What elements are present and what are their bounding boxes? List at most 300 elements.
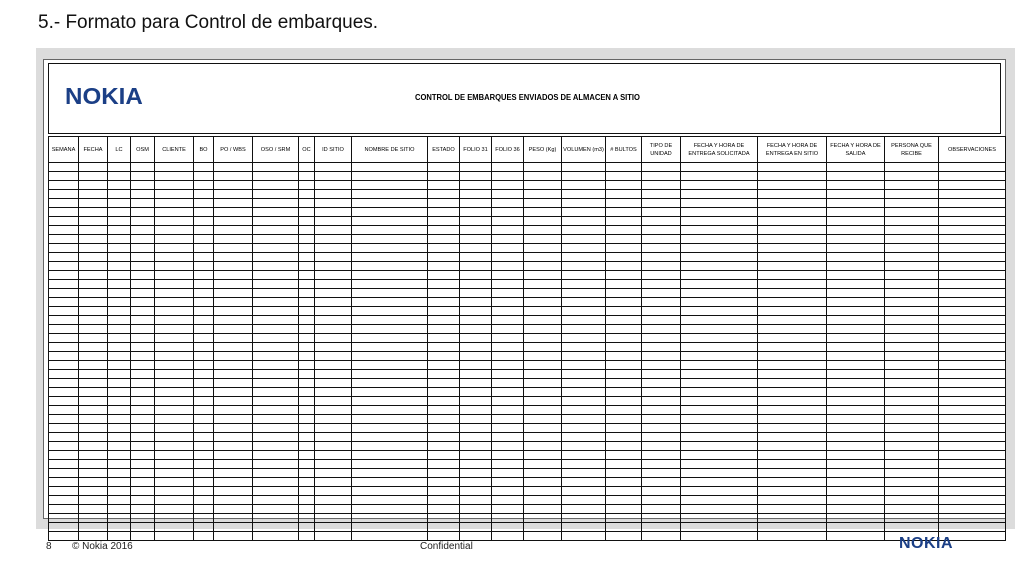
table-cell — [253, 478, 299, 487]
table-cell — [606, 388, 642, 397]
table-cell — [492, 307, 524, 316]
column-header: BO — [194, 137, 214, 163]
table-cell — [524, 388, 562, 397]
table-cell — [758, 478, 827, 487]
table-cell — [131, 451, 155, 460]
table-cell — [194, 478, 214, 487]
table-cell — [460, 289, 492, 298]
table-cell — [460, 190, 492, 199]
table-cell — [131, 496, 155, 505]
table-cell — [315, 289, 352, 298]
table-cell — [131, 244, 155, 253]
table-cell — [681, 505, 758, 514]
table-cell — [562, 433, 606, 442]
table-cell — [49, 361, 79, 370]
table-cell — [428, 352, 460, 361]
table-cell — [194, 235, 214, 244]
table-cell — [253, 460, 299, 469]
table-cell — [49, 325, 79, 334]
table-cell — [131, 370, 155, 379]
table-cell — [885, 424, 939, 433]
table-cell — [49, 217, 79, 226]
table-cell — [492, 361, 524, 370]
table-cell — [606, 208, 642, 217]
table-row — [49, 361, 1006, 370]
table-cell — [642, 505, 681, 514]
table-cell — [352, 307, 428, 316]
table-cell — [108, 217, 131, 226]
table-cell — [155, 532, 194, 541]
table-cell — [939, 172, 1006, 181]
table-cell — [681, 496, 758, 505]
table-cell — [524, 262, 562, 271]
table-cell — [642, 487, 681, 496]
table-cell — [194, 280, 214, 289]
table-cell — [758, 370, 827, 379]
table-cell — [315, 235, 352, 244]
table-cell — [315, 460, 352, 469]
table-cell — [460, 379, 492, 388]
table-cell — [253, 352, 299, 361]
table-cell — [428, 424, 460, 433]
table-cell — [460, 325, 492, 334]
table-cell — [758, 298, 827, 307]
table-cell — [492, 442, 524, 451]
column-header: PESO (Kg) — [524, 137, 562, 163]
table-cell — [49, 523, 79, 532]
table-cell — [108, 514, 131, 523]
table-cell — [428, 316, 460, 325]
table-cell — [562, 217, 606, 226]
table-cell — [253, 424, 299, 433]
table-cell — [299, 190, 315, 199]
table-cell — [194, 253, 214, 262]
table-cell — [131, 514, 155, 523]
table-cell — [885, 199, 939, 208]
table-cell — [194, 460, 214, 469]
table-cell — [352, 352, 428, 361]
table-cell — [214, 496, 253, 505]
table-cell — [460, 235, 492, 244]
table-cell — [155, 361, 194, 370]
table-cell — [49, 379, 79, 388]
table-cell — [885, 307, 939, 316]
table-cell — [492, 172, 524, 181]
table-cell — [681, 190, 758, 199]
table-cell — [758, 208, 827, 217]
table-cell — [524, 469, 562, 478]
table-cell — [642, 280, 681, 289]
table-cell — [214, 433, 253, 442]
table-cell — [681, 325, 758, 334]
table-cell — [352, 406, 428, 415]
table-cell — [352, 397, 428, 406]
table-cell — [642, 271, 681, 280]
table-cell — [253, 298, 299, 307]
table-cell — [49, 352, 79, 361]
table-cell — [79, 469, 108, 478]
table-cell — [758, 424, 827, 433]
table-cell — [428, 379, 460, 388]
table-cell — [492, 163, 524, 172]
table-cell — [299, 469, 315, 478]
table-cell — [885, 244, 939, 253]
table-cell — [253, 226, 299, 235]
table-cell — [492, 280, 524, 289]
table-cell — [131, 334, 155, 343]
table-row — [49, 415, 1006, 424]
table-cell — [562, 253, 606, 262]
table-cell — [681, 442, 758, 451]
table-cell — [606, 469, 642, 478]
table-cell — [49, 442, 79, 451]
table-cell — [885, 235, 939, 244]
table-cell — [758, 172, 827, 181]
table-cell — [885, 451, 939, 460]
table-cell — [885, 370, 939, 379]
table-cell — [214, 451, 253, 460]
table-cell — [606, 271, 642, 280]
table-row — [49, 406, 1006, 415]
table-cell — [108, 361, 131, 370]
table-cell — [155, 244, 194, 253]
table-cell — [681, 307, 758, 316]
table-cell — [352, 271, 428, 280]
column-header: OSO / SRM — [253, 137, 299, 163]
table-cell — [131, 208, 155, 217]
table-cell — [524, 253, 562, 262]
table-cell — [155, 352, 194, 361]
table-cell — [108, 316, 131, 325]
table-cell — [214, 352, 253, 361]
table-cell — [642, 514, 681, 523]
table-cell — [428, 181, 460, 190]
table-cell — [79, 280, 108, 289]
table-cell — [681, 433, 758, 442]
table-cell — [131, 172, 155, 181]
table-cell — [885, 460, 939, 469]
table-cell — [428, 262, 460, 271]
table-cell — [460, 460, 492, 469]
table-cell — [939, 469, 1006, 478]
table-cell — [49, 316, 79, 325]
table-cell — [562, 523, 606, 532]
table-cell — [352, 172, 428, 181]
table-cell — [253, 370, 299, 379]
table-cell — [562, 325, 606, 334]
table-cell — [131, 262, 155, 271]
table-row — [49, 181, 1006, 190]
table-cell — [681, 235, 758, 244]
table-cell — [214, 532, 253, 541]
table-cell — [131, 523, 155, 532]
table-cell — [315, 397, 352, 406]
table-cell — [428, 298, 460, 307]
table-cell — [49, 460, 79, 469]
table-cell — [562, 397, 606, 406]
table-cell — [460, 397, 492, 406]
table-cell — [460, 496, 492, 505]
table-cell — [681, 199, 758, 208]
table-cell — [428, 190, 460, 199]
table-cell — [194, 352, 214, 361]
table-cell — [606, 262, 642, 271]
table-cell — [194, 514, 214, 523]
table-cell — [428, 307, 460, 316]
table-cell — [214, 280, 253, 289]
table-cell — [428, 514, 460, 523]
table-cell — [108, 172, 131, 181]
table-cell — [524, 343, 562, 352]
table-cell — [939, 496, 1006, 505]
table-cell — [155, 451, 194, 460]
table-cell — [524, 406, 562, 415]
table-cell — [827, 262, 885, 271]
table-cell — [214, 478, 253, 487]
column-header: FOLIO 31 — [460, 137, 492, 163]
table-cell — [214, 406, 253, 415]
table-cell — [315, 352, 352, 361]
table-cell — [885, 487, 939, 496]
table-cell — [49, 235, 79, 244]
table-cell — [155, 235, 194, 244]
table-cell — [214, 172, 253, 181]
table-cell — [524, 316, 562, 325]
table-cell — [606, 523, 642, 532]
table-cell — [49, 406, 79, 415]
table-cell — [352, 514, 428, 523]
table-cell — [253, 244, 299, 253]
table-cell — [79, 496, 108, 505]
table-cell — [524, 325, 562, 334]
table-cell — [315, 469, 352, 478]
table-row — [49, 316, 1006, 325]
table-row — [49, 514, 1006, 523]
table-cell — [214, 316, 253, 325]
table-cell — [428, 280, 460, 289]
table-cell — [681, 181, 758, 190]
table-cell — [939, 217, 1006, 226]
table-cell — [214, 181, 253, 190]
table-cell — [299, 253, 315, 262]
table-cell — [606, 496, 642, 505]
table-cell — [49, 226, 79, 235]
table-cell — [315, 316, 352, 325]
table-cell — [492, 352, 524, 361]
table-cell — [214, 361, 253, 370]
table-cell — [79, 172, 108, 181]
table-cell — [49, 496, 79, 505]
table-cell — [827, 478, 885, 487]
table-cell — [428, 172, 460, 181]
table-cell — [299, 163, 315, 172]
table-cell — [108, 523, 131, 532]
table-cell — [131, 433, 155, 442]
table-cell — [194, 487, 214, 496]
column-header: FECHA Y HORA DE ENTREGA SOLICITADA — [681, 137, 758, 163]
table-cell — [460, 181, 492, 190]
table-cell — [108, 478, 131, 487]
table-cell — [939, 370, 1006, 379]
table-cell — [253, 235, 299, 244]
table-cell — [214, 262, 253, 271]
table-cell — [492, 253, 524, 262]
table-cell — [155, 208, 194, 217]
table-cell — [428, 226, 460, 235]
table-cell — [758, 361, 827, 370]
table-cell — [315, 271, 352, 280]
table-cell — [939, 253, 1006, 262]
table-cell — [524, 289, 562, 298]
table-cell — [885, 172, 939, 181]
table-cell — [194, 244, 214, 253]
table-cell — [315, 199, 352, 208]
table-cell — [131, 280, 155, 289]
table-cell — [460, 199, 492, 208]
table-cell — [49, 469, 79, 478]
table-cell — [939, 163, 1006, 172]
table-cell — [214, 199, 253, 208]
table-cell — [492, 271, 524, 280]
table-cell — [49, 334, 79, 343]
table-cell — [352, 361, 428, 370]
table-cell — [642, 469, 681, 478]
table-cell — [299, 487, 315, 496]
table-cell — [681, 469, 758, 478]
table-cell — [299, 343, 315, 352]
table-cell — [681, 532, 758, 541]
table-cell — [49, 253, 79, 262]
table-cell — [108, 388, 131, 397]
table-cell — [352, 289, 428, 298]
table-cell — [460, 343, 492, 352]
table-cell — [642, 298, 681, 307]
table-cell — [352, 496, 428, 505]
table-cell — [428, 442, 460, 451]
table-cell — [758, 235, 827, 244]
table-cell — [642, 253, 681, 262]
table-cell — [642, 199, 681, 208]
table-cell — [939, 397, 1006, 406]
table-cell — [194, 307, 214, 316]
table-cell — [299, 442, 315, 451]
table-cell — [827, 208, 885, 217]
table-cell — [492, 433, 524, 442]
table-cell — [299, 217, 315, 226]
table-cell — [460, 253, 492, 262]
table-cell — [681, 298, 758, 307]
table-cell — [885, 505, 939, 514]
table-cell — [155, 253, 194, 262]
table-cell — [642, 226, 681, 235]
table-cell — [155, 487, 194, 496]
table-cell — [460, 388, 492, 397]
table-cell — [155, 199, 194, 208]
table-cell — [49, 343, 79, 352]
table-cell — [885, 514, 939, 523]
table-cell — [194, 181, 214, 190]
table-cell — [492, 532, 524, 541]
table-cell — [681, 370, 758, 379]
table-cell — [428, 370, 460, 379]
table-cell — [681, 451, 758, 460]
table-cell — [131, 388, 155, 397]
table-cell — [214, 217, 253, 226]
table-cell — [642, 334, 681, 343]
table-cell — [214, 235, 253, 244]
form-nokia-logo: NOKIA — [65, 83, 143, 109]
table-cell — [155, 298, 194, 307]
table-cell — [253, 514, 299, 523]
table-cell — [642, 379, 681, 388]
table-cell — [79, 514, 108, 523]
table-cell — [681, 271, 758, 280]
table-cell — [315, 523, 352, 532]
table-cell — [606, 316, 642, 325]
table-cell — [352, 244, 428, 253]
table-cell — [214, 244, 253, 253]
table-cell — [939, 325, 1006, 334]
table-cell — [939, 199, 1006, 208]
table-cell — [460, 334, 492, 343]
table-cell — [194, 532, 214, 541]
table-cell — [214, 226, 253, 235]
table-cell — [49, 298, 79, 307]
table-cell — [131, 199, 155, 208]
table-cell — [428, 406, 460, 415]
table-cell — [562, 334, 606, 343]
table-cell — [460, 532, 492, 541]
table-cell — [562, 298, 606, 307]
table-cell — [939, 433, 1006, 442]
table-cell — [758, 307, 827, 316]
table-cell — [315, 280, 352, 289]
table-cell — [885, 226, 939, 235]
table-cell — [642, 343, 681, 352]
table-cell — [827, 307, 885, 316]
table-cell — [642, 190, 681, 199]
table-cell — [352, 460, 428, 469]
table-cell — [758, 280, 827, 289]
table-cell — [214, 253, 253, 262]
table-cell — [299, 298, 315, 307]
table-cell — [428, 253, 460, 262]
table-cell — [562, 469, 606, 478]
table-cell — [562, 208, 606, 217]
table-row — [49, 262, 1006, 271]
table-cell — [524, 415, 562, 424]
table-cell — [827, 469, 885, 478]
table-cell — [214, 298, 253, 307]
table-cell — [315, 442, 352, 451]
table-cell — [642, 163, 681, 172]
table-cell — [562, 235, 606, 244]
table-cell — [524, 298, 562, 307]
table-cell — [642, 352, 681, 361]
table-cell — [681, 352, 758, 361]
table-cell — [214, 271, 253, 280]
table-cell — [642, 433, 681, 442]
table-cell — [131, 271, 155, 280]
table-cell — [155, 478, 194, 487]
table-cell — [49, 532, 79, 541]
table-cell — [606, 343, 642, 352]
table-cell — [681, 172, 758, 181]
table-cell — [827, 496, 885, 505]
table-cell — [131, 181, 155, 190]
table-cell — [315, 478, 352, 487]
table-cell — [827, 289, 885, 298]
